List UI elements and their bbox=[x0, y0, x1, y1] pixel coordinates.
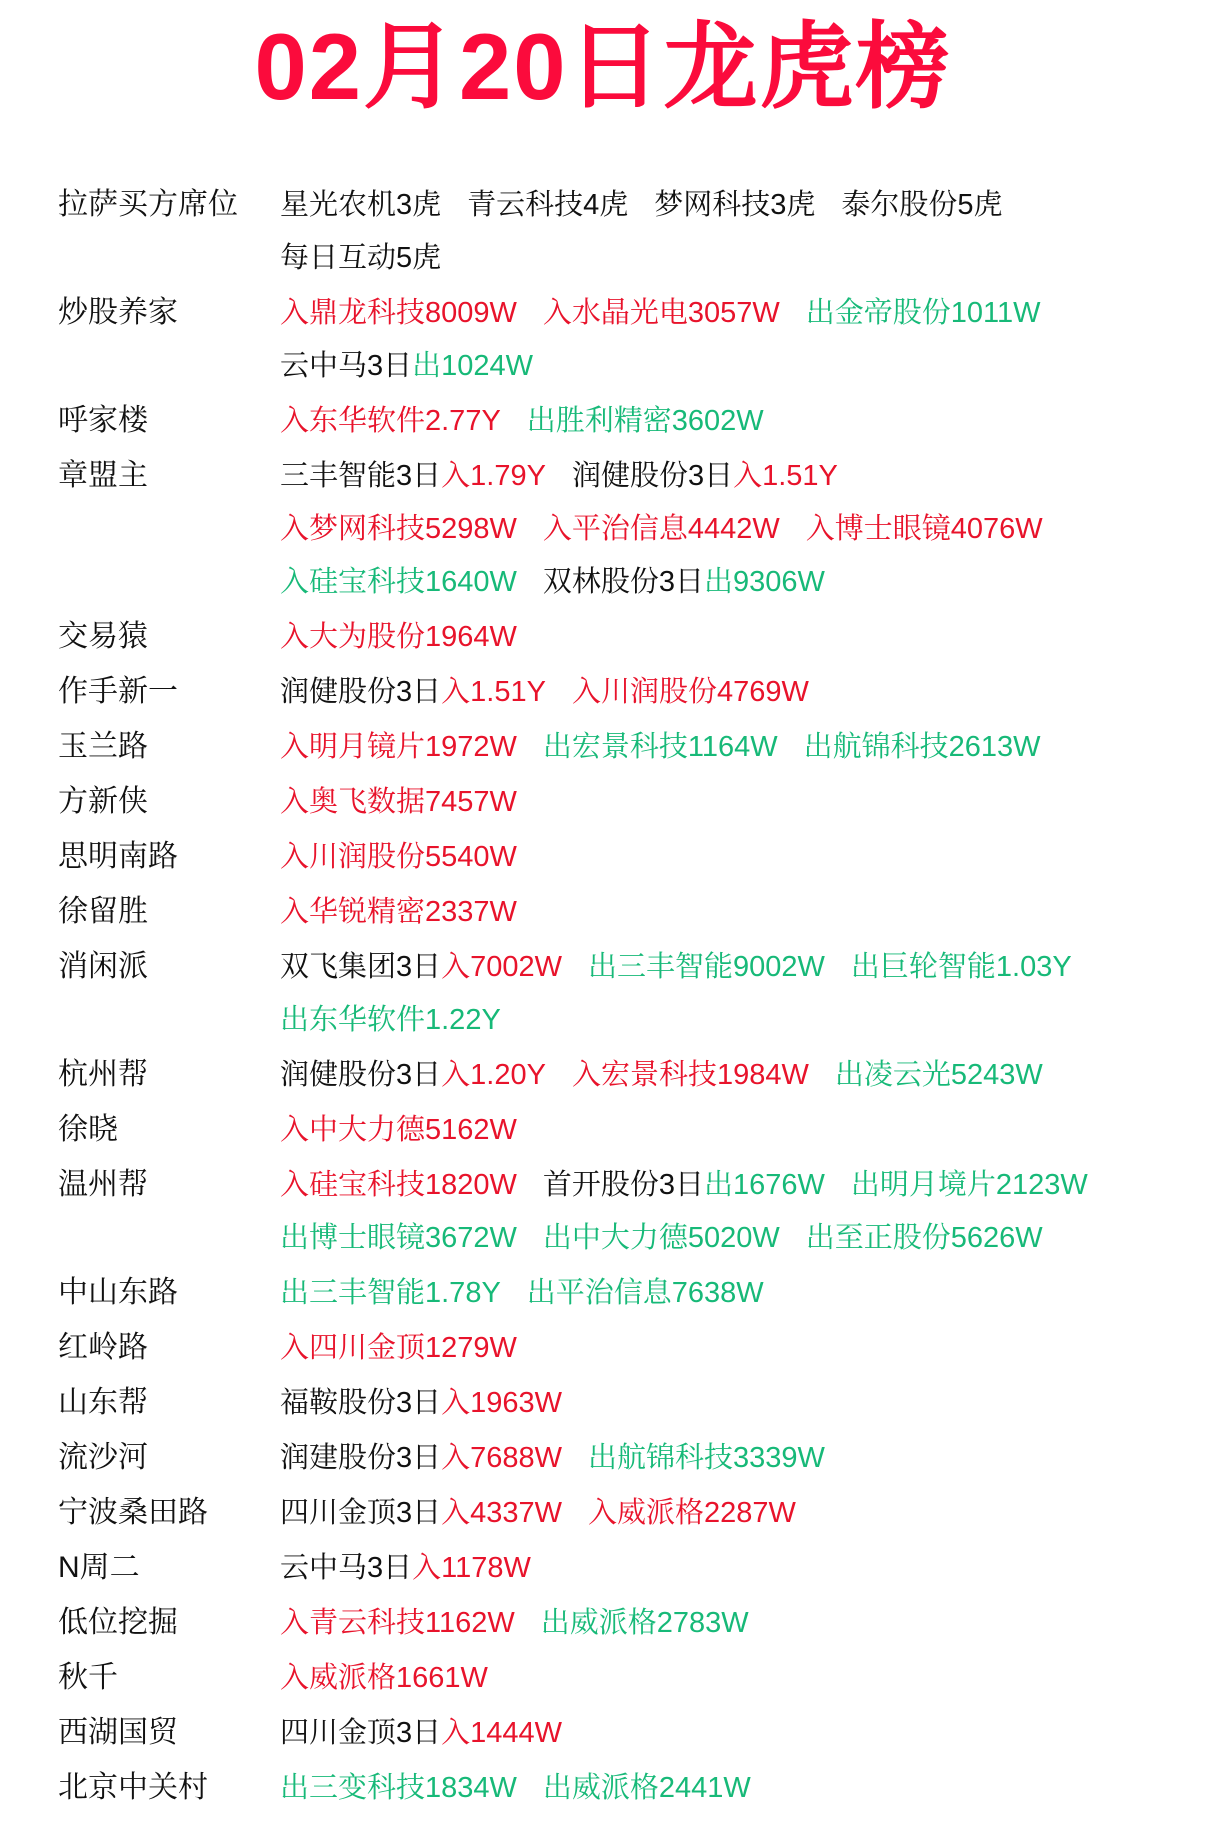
sell-entry: 出胜利精密3602W bbox=[526, 404, 764, 437]
stock-entry: 云中马3日 bbox=[280, 1551, 413, 1584]
entry-chunk bbox=[280, 1766, 517, 1819]
entry-chunk bbox=[280, 835, 517, 888]
entry-line bbox=[280, 454, 1186, 507]
stock-entry: 云中马3日 bbox=[280, 349, 413, 382]
sell-entry: 出航锦科技2613W bbox=[803, 730, 1041, 763]
table-row bbox=[58, 945, 1186, 1051]
entry-chunk bbox=[280, 507, 517, 560]
stock-entry: 泰尔股份5虎 bbox=[841, 188, 1003, 221]
seat-entries bbox=[280, 1381, 1186, 1434]
seat-entries bbox=[280, 615, 1186, 668]
seat-entries bbox=[280, 1053, 1186, 1106]
seat-name: 方新侠 bbox=[58, 784, 148, 818]
buy-entry: 入四川金顶1279W bbox=[280, 1331, 517, 1364]
table-row bbox=[58, 1163, 1186, 1269]
entry-chunk bbox=[588, 1436, 825, 1489]
stock-entry: 福鞍股份3日 bbox=[280, 1386, 442, 1419]
entry-chunk bbox=[280, 560, 517, 613]
sell-entry: 出1676W bbox=[704, 1168, 825, 1201]
buy-entry: 入博士眼镜4076W bbox=[805, 512, 1043, 545]
entry-chunk bbox=[280, 725, 517, 778]
entry-chunk bbox=[280, 670, 546, 723]
buy-entry: 入威派格2287W bbox=[588, 1496, 796, 1529]
table-row bbox=[58, 399, 1186, 452]
sell-entry: 出凌云光5243W bbox=[834, 1058, 1043, 1091]
sell-entry: 入硅宝科技1640W bbox=[280, 565, 517, 598]
entry-line bbox=[280, 560, 1186, 613]
entry-chunk bbox=[543, 1216, 780, 1269]
buy-entry: 入梦网科技5298W bbox=[280, 512, 517, 545]
seat-entries bbox=[280, 945, 1186, 1051]
seat-entries bbox=[280, 1601, 1186, 1654]
stock-entry: 三丰智能3日 bbox=[280, 459, 442, 492]
entry-line bbox=[280, 890, 1186, 943]
buy-entry: 入鼎龙科技8009W bbox=[280, 296, 517, 329]
entry-chunk bbox=[851, 945, 1072, 998]
entry-chunk bbox=[527, 1271, 764, 1324]
entry-line bbox=[280, 670, 1186, 723]
sell-entry: 出博士眼镜3672W bbox=[280, 1221, 517, 1254]
entry-chunk bbox=[280, 1216, 517, 1269]
entry-line bbox=[280, 1216, 1186, 1269]
entry-line bbox=[280, 1326, 1186, 1379]
buy-entry: 入硅宝科技1820W bbox=[280, 1168, 517, 1201]
stock-entry: 润健股份3日 bbox=[280, 675, 442, 708]
seat-entries bbox=[280, 183, 1186, 289]
seat-name: 交易猿 bbox=[58, 619, 148, 653]
entry-chunk bbox=[851, 1163, 1088, 1216]
entry-line bbox=[280, 1381, 1186, 1434]
entry-chunk bbox=[280, 998, 501, 1051]
entry-chunk bbox=[543, 507, 780, 560]
seat-entries bbox=[280, 835, 1186, 888]
seat-name: 消闲派 bbox=[58, 949, 148, 983]
sell-entry: 出威派格2441W bbox=[542, 1771, 751, 1804]
sell-entry: 出平治信息7638W bbox=[526, 1276, 764, 1309]
entry-chunk bbox=[280, 1436, 562, 1489]
entry-chunk bbox=[543, 1766, 751, 1819]
entry-chunk bbox=[541, 1601, 749, 1654]
buy-entry: 入威派格1661W bbox=[280, 1661, 488, 1694]
seat-entries bbox=[280, 291, 1186, 397]
stock-entry: 星光农机3虎 bbox=[280, 188, 442, 221]
sell-entry: 出中大力德5020W bbox=[542, 1221, 780, 1254]
sell-entry: 出金帝股份1011W bbox=[805, 296, 1041, 329]
entry-chunk bbox=[280, 615, 517, 668]
seat-entries bbox=[280, 1711, 1186, 1764]
entry-chunk bbox=[806, 507, 1043, 560]
sell-entry: 出东华软件1.22Y bbox=[280, 1003, 501, 1036]
buy-entry: 入华锐精密2337W bbox=[280, 895, 517, 928]
sell-entry: 出宏景科技1164W bbox=[542, 730, 778, 763]
stock-entry: 首开股份3日 bbox=[542, 1168, 705, 1201]
seat-entries bbox=[280, 1271, 1186, 1324]
seat-entries bbox=[280, 1436, 1186, 1489]
entry-chunk bbox=[280, 1601, 515, 1654]
entry-line bbox=[280, 399, 1186, 452]
buy-entry: 入东华软件2.77Y bbox=[280, 404, 501, 437]
stock-entry: 四川金顶3日 bbox=[280, 1716, 442, 1749]
entry-chunk bbox=[280, 1163, 517, 1216]
entry-chunk bbox=[804, 725, 1041, 778]
buy-entry: 入川润股份4769W bbox=[571, 675, 809, 708]
buy-entry: 入7688W bbox=[441, 1441, 563, 1474]
entry-chunk bbox=[280, 183, 441, 236]
entry-chunk bbox=[280, 291, 517, 344]
entry-chunk bbox=[806, 291, 1041, 344]
entry-chunk bbox=[280, 1381, 562, 1434]
table-row bbox=[58, 1711, 1186, 1764]
entry-line bbox=[280, 998, 1186, 1051]
entry-chunk bbox=[543, 725, 778, 778]
seat-name: N周二 bbox=[58, 1550, 140, 1584]
table-row bbox=[58, 670, 1186, 723]
buy-entry: 入明月镜片1972W bbox=[280, 730, 517, 763]
table-row bbox=[58, 835, 1186, 888]
seat-name: 红岭路 bbox=[58, 1330, 148, 1364]
sell-entry: 出1024W bbox=[412, 349, 534, 382]
entry-chunk bbox=[280, 236, 441, 289]
entry-chunk bbox=[280, 1656, 488, 1709]
entry-chunk bbox=[280, 1108, 517, 1161]
seat-entries bbox=[280, 1491, 1186, 1544]
entry-line bbox=[280, 725, 1186, 778]
stock-entry: 青云科技4虎 bbox=[467, 188, 629, 221]
table-row bbox=[58, 291, 1186, 397]
entry-line bbox=[280, 1108, 1186, 1161]
stock-entry: 润健股份3日 bbox=[280, 1058, 442, 1091]
seat-name: 温州帮 bbox=[58, 1167, 148, 1201]
entry-chunk bbox=[280, 1053, 546, 1106]
seat-entries bbox=[280, 1108, 1186, 1161]
seat-entries bbox=[280, 1766, 1186, 1819]
table-row bbox=[58, 1656, 1186, 1709]
table-row bbox=[58, 615, 1186, 668]
entry-line bbox=[280, 780, 1186, 833]
seat-name: 拉萨买方席位 bbox=[58, 187, 238, 221]
entry-line bbox=[280, 835, 1186, 888]
table-row bbox=[58, 890, 1186, 943]
seat-entries bbox=[280, 1656, 1186, 1709]
stock-entry: 润健股份3日 bbox=[571, 459, 734, 492]
entry-line bbox=[280, 1271, 1186, 1324]
entry-chunk bbox=[588, 1491, 796, 1544]
entry-chunk bbox=[467, 183, 628, 236]
sell-entry: 出9306W bbox=[704, 565, 825, 598]
seat-name: 西湖国贸 bbox=[58, 1715, 178, 1749]
entry-chunk bbox=[572, 1053, 809, 1106]
entry-chunk bbox=[280, 454, 546, 507]
seat-entries bbox=[280, 399, 1186, 452]
entry-line bbox=[280, 1601, 1186, 1654]
sell-entry: 出航锦科技3339W bbox=[588, 1441, 825, 1474]
table-row bbox=[58, 725, 1186, 778]
seat-name: 杭州帮 bbox=[58, 1057, 148, 1091]
seat-entries bbox=[280, 454, 1186, 613]
table-row bbox=[58, 1053, 1186, 1106]
sell-entry: 出巨轮智能1.03Y bbox=[850, 950, 1072, 983]
table-row bbox=[58, 1381, 1186, 1434]
seat-name: 秋千 bbox=[58, 1660, 118, 1694]
table-row bbox=[58, 1601, 1186, 1654]
buy-entry: 入1178W bbox=[412, 1551, 531, 1584]
buy-entry: 入1963W bbox=[441, 1386, 563, 1419]
entry-chunk bbox=[572, 670, 809, 723]
seat-name: 宁波桑田路 bbox=[58, 1495, 208, 1529]
sell-entry: 出威派格2783W bbox=[540, 1606, 749, 1639]
buy-entry: 入川润股份5540W bbox=[280, 840, 517, 873]
seat-name: 章盟主 bbox=[58, 458, 148, 492]
seat-name: 山东帮 bbox=[58, 1385, 148, 1419]
entry-chunk bbox=[527, 399, 764, 452]
entry-chunk bbox=[280, 1491, 562, 1544]
entry-chunk bbox=[543, 560, 825, 613]
entry-chunk bbox=[572, 454, 838, 507]
buy-entry: 入4337W bbox=[441, 1496, 563, 1529]
buy-entry: 入1.79Y bbox=[441, 459, 546, 492]
seat-name: 作手新一 bbox=[58, 674, 178, 708]
entry-chunk bbox=[835, 1053, 1043, 1106]
table-row bbox=[58, 1271, 1186, 1324]
sell-entry: 出三丰智能1.78Y bbox=[280, 1276, 501, 1309]
buy-entry: 入平治信息4442W bbox=[542, 512, 780, 545]
table-row bbox=[58, 1108, 1186, 1161]
entry-line bbox=[280, 1163, 1186, 1216]
buy-entry: 入水晶光电3057W bbox=[542, 296, 780, 329]
seat-name: 炒股养家 bbox=[58, 295, 178, 329]
entry-line bbox=[280, 291, 1186, 344]
stock-entry: 双林股份3日 bbox=[542, 565, 705, 598]
stock-entry: 梦网科技3虎 bbox=[654, 188, 816, 221]
table-row bbox=[58, 1326, 1186, 1379]
entry-line bbox=[280, 183, 1186, 236]
sell-entry: 出至正股份5626W bbox=[805, 1221, 1043, 1254]
sell-entry: 出明月境片2123W bbox=[850, 1168, 1088, 1201]
seat-table bbox=[0, 183, 1206, 1819]
seat-entries bbox=[280, 1163, 1186, 1269]
buy-entry: 入中大力德5162W bbox=[280, 1113, 517, 1146]
seat-entries bbox=[280, 890, 1186, 943]
buy-entry: 入1.51Y bbox=[733, 459, 838, 492]
seat-name: 玉兰路 bbox=[58, 729, 148, 763]
entry-line bbox=[280, 945, 1186, 998]
buy-entry: 入1444W bbox=[441, 1716, 563, 1749]
table-row bbox=[58, 1491, 1186, 1544]
entry-line bbox=[280, 236, 1186, 289]
stock-entry: 每日互动5虎 bbox=[280, 241, 442, 274]
entry-line bbox=[280, 615, 1186, 668]
entry-line bbox=[280, 1766, 1186, 1819]
entry-line bbox=[280, 1436, 1186, 1489]
entry-chunk bbox=[280, 890, 517, 943]
entry-chunk bbox=[543, 291, 780, 344]
entry-chunk bbox=[543, 1163, 825, 1216]
seat-entries bbox=[280, 1546, 1186, 1599]
seat-entries bbox=[280, 1326, 1186, 1379]
entry-line bbox=[280, 507, 1186, 560]
seat-entries bbox=[280, 725, 1186, 778]
page-title: 02月20日龙虎榜 bbox=[254, 14, 952, 119]
entry-chunk bbox=[841, 183, 1002, 236]
buy-entry: 入大为股份1964W bbox=[280, 620, 517, 653]
sell-entry: 出三变科技1834W bbox=[280, 1771, 517, 1804]
entry-line bbox=[280, 1546, 1186, 1599]
buy-entry: 入青云科技1162W bbox=[280, 1606, 515, 1639]
seat-name: 徐留胜 bbox=[58, 894, 148, 928]
entry-chunk bbox=[806, 1216, 1043, 1269]
seat-name: 北京中关村 bbox=[58, 1770, 208, 1804]
entry-chunk bbox=[280, 945, 562, 998]
entry-chunk bbox=[280, 1546, 531, 1599]
seat-name: 呼家楼 bbox=[58, 403, 148, 437]
table-row bbox=[58, 1766, 1186, 1819]
entry-chunk bbox=[280, 344, 533, 397]
buy-entry: 入1.51Y bbox=[441, 675, 546, 708]
entry-line bbox=[280, 344, 1186, 397]
entry-chunk bbox=[280, 399, 501, 452]
stock-entry: 四川金顶3日 bbox=[280, 1496, 442, 1529]
table-row bbox=[58, 183, 1186, 289]
buy-entry: 入7002W bbox=[441, 950, 563, 983]
table-row bbox=[58, 780, 1186, 833]
entry-line bbox=[280, 1656, 1186, 1709]
buy-entry: 入奥飞数据7457W bbox=[280, 785, 517, 818]
stock-entry: 润建股份3日 bbox=[280, 1441, 442, 1474]
entry-chunk bbox=[280, 1711, 562, 1764]
entry-line bbox=[280, 1053, 1186, 1106]
seat-entries bbox=[280, 670, 1186, 723]
seat-name: 低位挖掘 bbox=[58, 1605, 178, 1639]
seat-entries bbox=[280, 780, 1186, 833]
entry-chunk bbox=[280, 1271, 501, 1324]
table-row bbox=[58, 1436, 1186, 1489]
entry-chunk bbox=[588, 945, 825, 998]
entry-chunk bbox=[654, 183, 815, 236]
entry-chunk bbox=[280, 1326, 517, 1379]
entry-line bbox=[280, 1711, 1186, 1764]
sell-entry: 出三丰智能9002W bbox=[588, 950, 825, 983]
stock-entry: 双飞集团3日 bbox=[280, 950, 442, 983]
entry-chunk bbox=[280, 780, 517, 833]
buy-entry: 入宏景科技1984W bbox=[571, 1058, 809, 1091]
table-row bbox=[58, 454, 1186, 613]
seat-name: 思明南路 bbox=[58, 839, 178, 873]
entry-line bbox=[280, 1491, 1186, 1544]
seat-name: 流沙河 bbox=[58, 1440, 148, 1474]
seat-name: 徐晓 bbox=[58, 1112, 118, 1146]
table-row bbox=[58, 1546, 1186, 1599]
seat-name: 中山东路 bbox=[58, 1275, 178, 1309]
buy-entry: 入1.20Y bbox=[441, 1058, 546, 1091]
